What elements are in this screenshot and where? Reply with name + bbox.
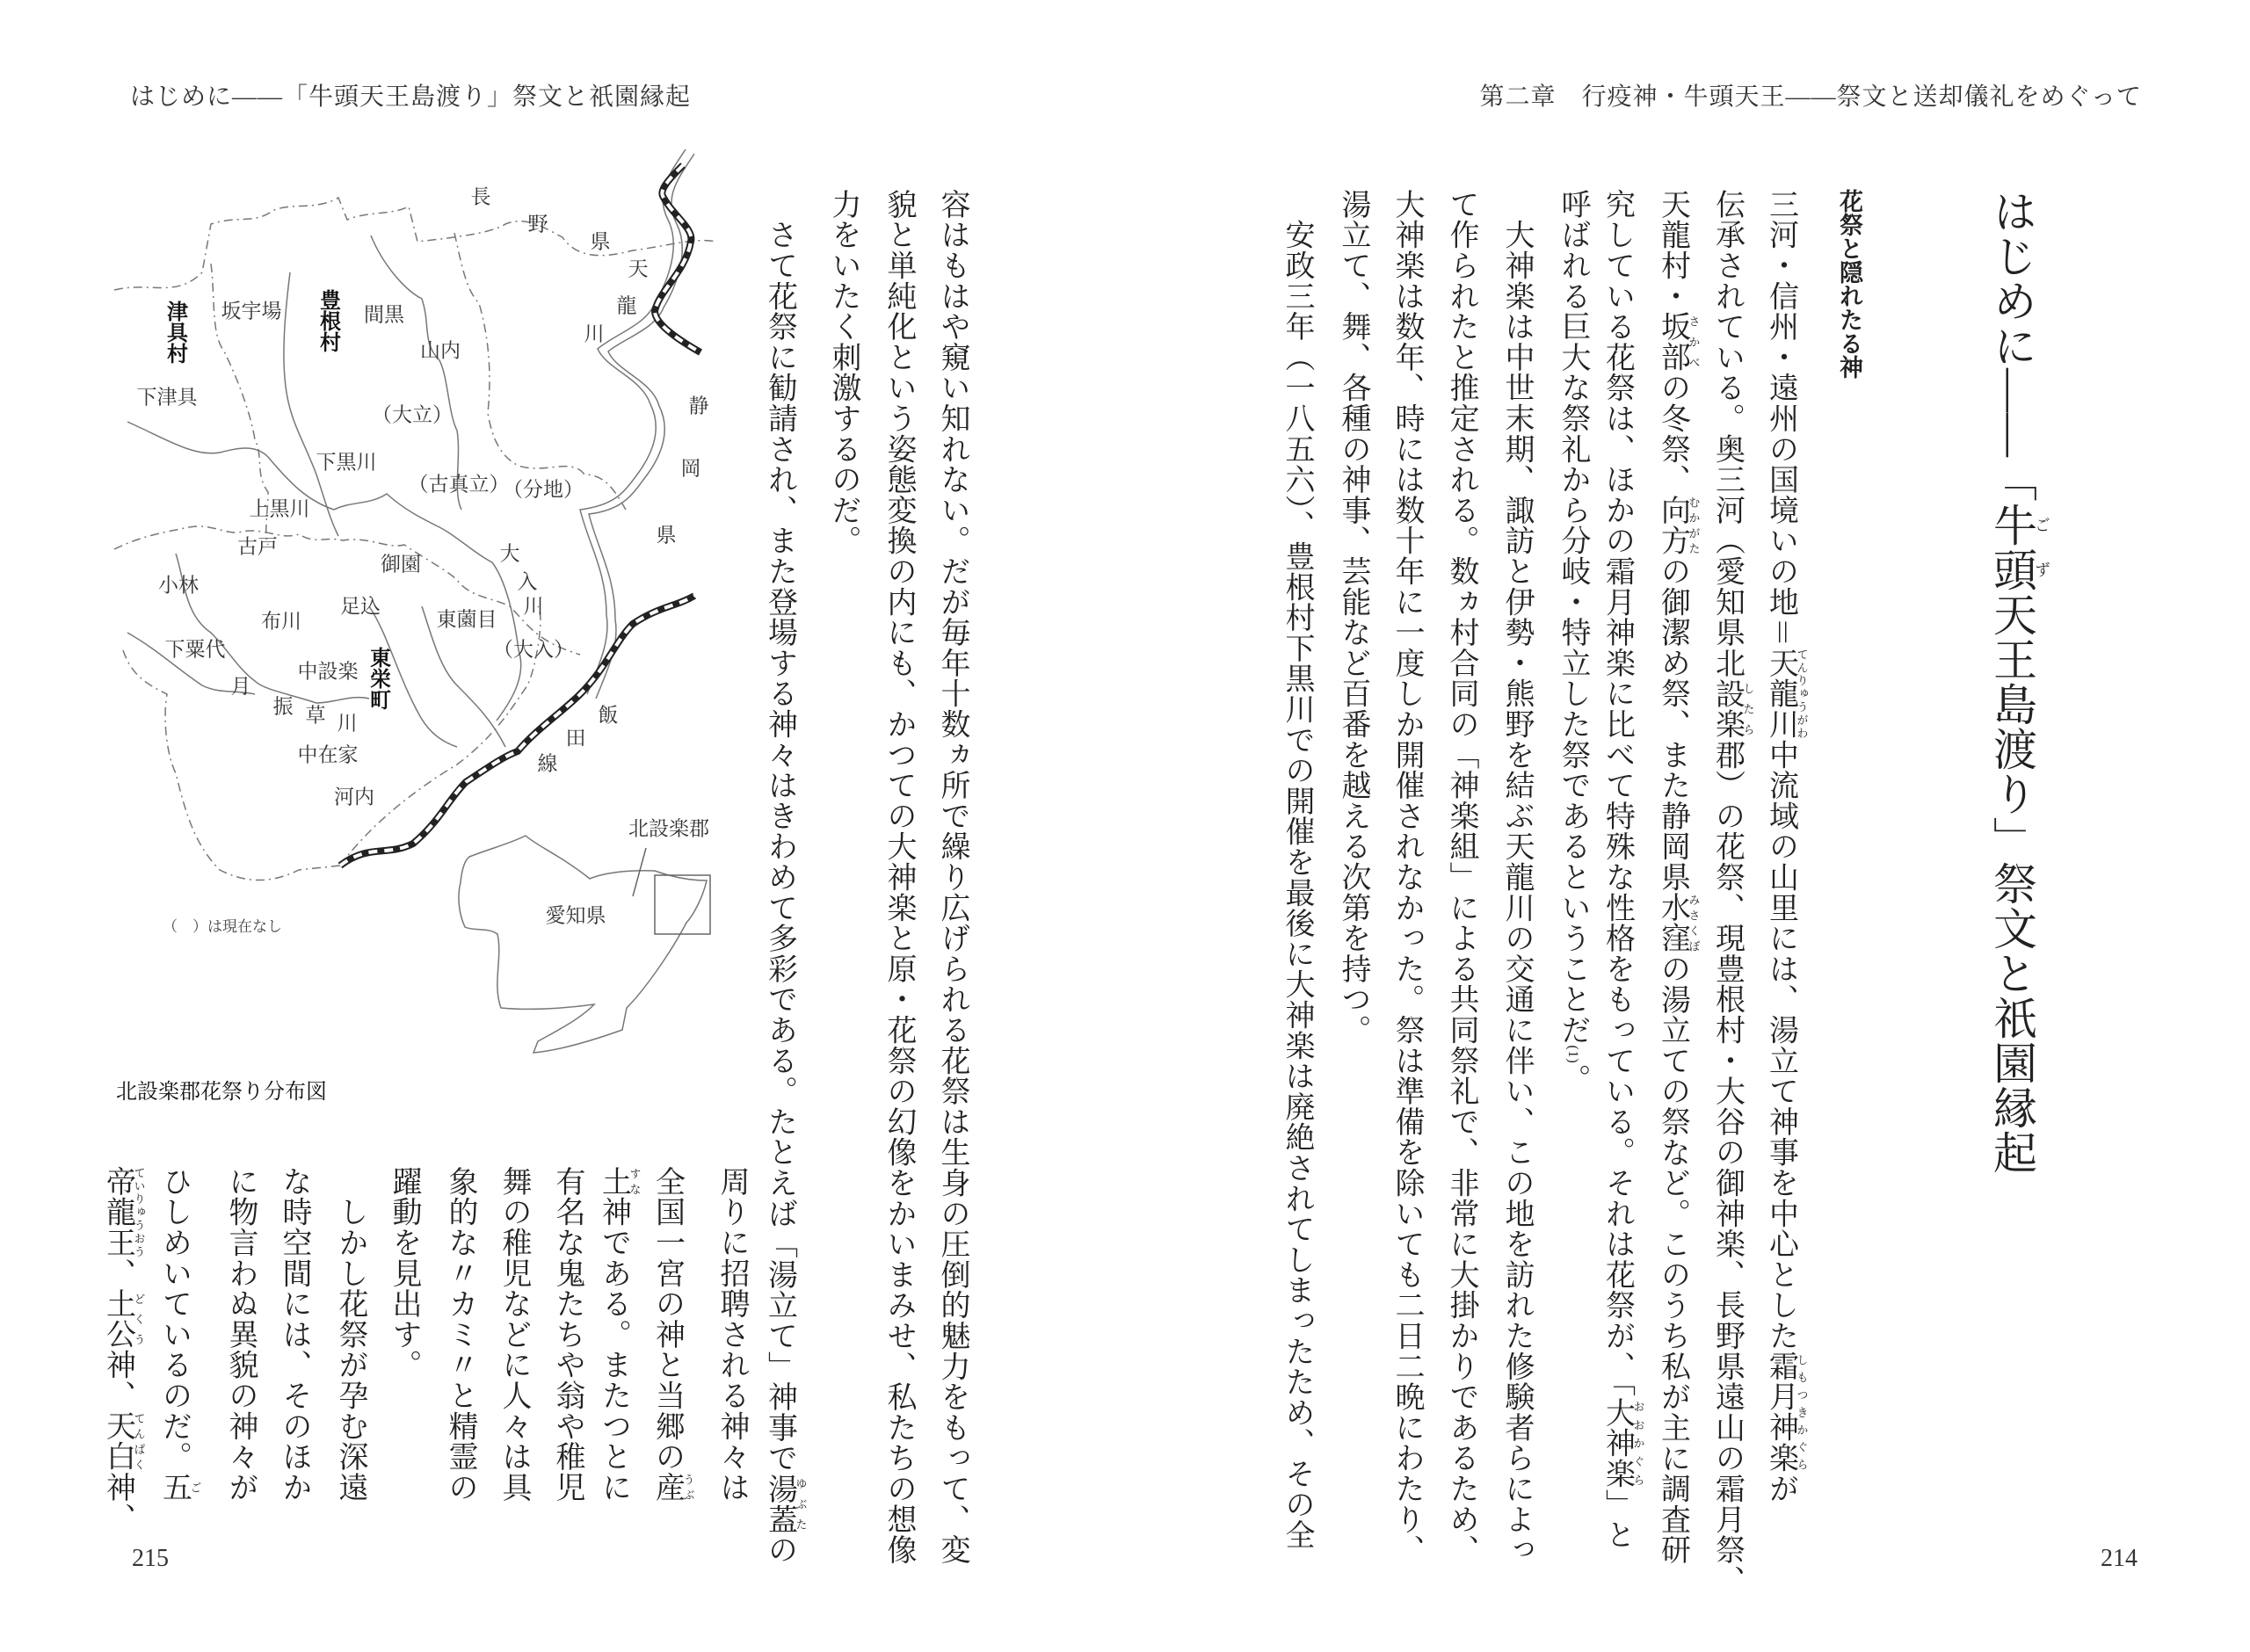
ruby-reading: ゆぶた <box>794 1473 808 1535</box>
ruby-annotated-word <box>650 1472 695 1503</box>
text-column <box>1710 189 1755 1596</box>
text-run: さて花祭に勧請され、また登場する神々はきわめて多彩である。たとえば「湯立て」神事で <box>763 189 796 1474</box>
text-run: 大神楽は数年、時には数十年に一度しか開催されなかった。祭は準備を除いても二日二晩にわたり、 <box>1390 189 1423 1565</box>
map-label: 上黒川 <box>249 497 310 520</box>
ruby-reading: さかべ <box>1687 311 1701 373</box>
ruby-base: 向方 <box>1656 495 1689 556</box>
map-label-tsugu-village: 津具村 <box>163 301 187 364</box>
text-column <box>549 1166 584 1503</box>
map-label: 古戸 <box>237 535 278 558</box>
text-column <box>1764 189 1809 1504</box>
ruby-base: 牛頭 <box>1987 503 2036 592</box>
map-label-tenryu: 龍 <box>616 294 637 317</box>
map-label-tenryu: 川 <box>584 322 605 345</box>
ruby-annotated-word <box>1710 677 1755 740</box>
text-column <box>222 1166 258 1503</box>
ruby-reading: てんぱく <box>132 1410 146 1473</box>
text-run: な時空間には、そのほか <box>278 1166 310 1503</box>
ruby-base: 五 <box>157 1472 191 1503</box>
text-run: 中流域の山里には、湯立て神事を中心とした <box>1764 739 1797 1351</box>
ruby-base: 天龍川 <box>1764 648 1797 740</box>
map-label-nagano: 県 <box>590 230 611 253</box>
map-label: 川 <box>337 712 358 735</box>
text-run: 容はもはや窺い知れない。だが毎年十数ヵ所で繰り広げられる花祭は生身の圧倒的魅力をもって、変 <box>936 189 969 1565</box>
text-run: 郡）の花祭、現豊根村・大谷の御神楽、長野県遠山の霜月祭、 <box>1710 739 1744 1596</box>
prefecture-boundary <box>114 198 716 290</box>
text-run: 神、 <box>101 1472 134 1533</box>
text-column <box>1335 189 1370 1045</box>
ruby-reading: うぶ <box>681 1472 695 1503</box>
ruby-reading: てんりゅうがわ <box>1795 648 1809 740</box>
map-label-iida-line: 田 <box>565 727 586 750</box>
map-label-kitashitara: 北設楽郡 <box>628 817 709 840</box>
text-column <box>1499 189 1534 1565</box>
ruby-base: 霜月神楽 <box>1764 1351 1797 1474</box>
ruby-base: 産 <box>650 1472 684 1503</box>
ruby-annotated-word <box>597 1166 642 1197</box>
text-column <box>442 1166 477 1503</box>
text-column <box>157 1166 202 1503</box>
map-label-iida-line: 飯 <box>598 704 619 727</box>
ruby-annotated-word <box>1656 892 1701 954</box>
text-run: の湯立ての祭など。このうち私が主に調査研 <box>1656 953 1689 1566</box>
leader-line <box>633 848 646 896</box>
text-column <box>1600 189 1645 1551</box>
map-label: 足込 <box>340 595 381 618</box>
map-label: 草 <box>305 704 326 727</box>
ruby-base: 水窪 <box>1656 892 1689 954</box>
page-number-left: 215 <box>132 1545 169 1572</box>
map-label: 小林 <box>158 574 199 597</box>
map-label: 間黒 <box>364 303 404 326</box>
text-column <box>825 189 860 556</box>
ruby-annotated-word <box>1600 1397 1645 1489</box>
text-run: 舞の稚児などに人々は具 <box>497 1166 530 1503</box>
text-run: 有名な鬼たちや翁や稚児 <box>551 1166 584 1503</box>
text-run: 力をいたく刺激するのだ。 <box>827 189 860 556</box>
map-label: 中設楽 <box>297 660 359 683</box>
ruby-base: 土 <box>597 1166 630 1197</box>
text-run: 神、 <box>101 1349 134 1411</box>
distribution-map <box>0 0 791 1142</box>
text-column <box>881 189 916 1565</box>
map-label: （古真立） <box>408 473 510 496</box>
map-label: 月 <box>230 675 251 698</box>
ruby-base: 設楽 <box>1710 677 1744 740</box>
text-run: 天王島渡り」祭文と祇園縁起 <box>1987 592 2036 1175</box>
map-label-nagano: 長 <box>470 185 491 208</box>
text-run: 湯立て、舞、各種の神事、芸能など百番を越える次第を持つ。 <box>1337 189 1369 1046</box>
ruby-annotated-word <box>1764 1351 1809 1474</box>
text-run: 躍動を見出す。 <box>388 1166 420 1380</box>
text-run: 三河・信州・遠州の国境いの地＝ <box>1764 189 1797 648</box>
text-run: 呼ばれる巨大な祭礼から分岐・特立した祭であるということだ <box>1557 189 1589 1046</box>
map-label: 山内 <box>420 339 461 362</box>
text-column <box>101 1166 146 1533</box>
ruby-base: 帝龍王 <box>101 1166 134 1258</box>
map-label: 御園 <box>381 553 421 576</box>
inset-highlight-box <box>655 875 710 934</box>
map-label: 振 <box>272 695 294 718</box>
map-label: 東薗目 <box>436 608 497 631</box>
map-caption: 北設楽郡花祭り分布図 <box>116 1080 327 1104</box>
text-column <box>1443 189 1478 1565</box>
running-header-right: 第二章 行疫神・牛頭天王——祭文と送却儀礼をめぐって <box>1479 83 2142 111</box>
text-column <box>496 1166 531 1503</box>
running-header-left: はじめに——「牛頭天王島渡り」祭文と祇園縁起 <box>130 83 692 111</box>
page-number-right: 214 <box>2101 1545 2138 1572</box>
aichi-prefecture-outline <box>459 836 707 1053</box>
text-run: 。 <box>1557 1063 1589 1095</box>
ruby-base: 大神楽 <box>1600 1397 1634 1489</box>
map-label-shizuoka: 県 <box>656 524 677 547</box>
text-run: の冬祭、 <box>1656 372 1689 496</box>
ruby-annotated-word <box>101 1410 146 1473</box>
map-label-iida-line: 線 <box>537 752 558 775</box>
map-label: 坂宇場 <box>221 300 282 322</box>
map-label-tenryu: 天 <box>628 257 649 280</box>
map-legend: （ ）は現在なし <box>163 918 282 935</box>
map-label-oiri-river: 入 <box>517 570 538 593</box>
ruby-reading: おおかぐら <box>1631 1397 1645 1489</box>
ruby-base: 坂部 <box>1656 311 1689 373</box>
text-run: 、 <box>101 1257 134 1289</box>
text-run: 」と <box>1600 1489 1634 1551</box>
ruby-reading: しもつきかぐら <box>1795 1351 1809 1474</box>
ruby-reading: すな <box>628 1166 642 1197</box>
text-run: て作られたと推定される。数ヵ村合同の「神楽組」による共同祭礼で、非常に大掛かりであるため、 <box>1445 189 1477 1565</box>
text-column <box>386 1166 421 1380</box>
ruby-annotated-word <box>101 1166 146 1258</box>
map-label: （大立） <box>372 403 453 426</box>
ruby-base: 天白 <box>101 1410 134 1473</box>
text-run: の <box>763 1534 796 1566</box>
map-label: （大入） <box>493 638 574 661</box>
text-column <box>276 1166 311 1503</box>
text-run: 周りに招聘される神々は <box>715 1166 748 1503</box>
map-label-shizuoka: 岡 <box>680 457 701 480</box>
text-run: ひしめいているのだ。 <box>157 1166 191 1472</box>
text-run: 究している花祭は、ほかの霜月神楽に比べて特殊な性格をもっている。それは花祭が、「 <box>1600 189 1634 1397</box>
section-heading: 花祭と隠れたる神 <box>1836 189 1862 379</box>
text-column <box>1555 189 1590 1094</box>
ruby-reading: むかがた <box>1687 495 1701 556</box>
ruby-reading: どくう <box>132 1288 146 1350</box>
text-column <box>934 189 969 1565</box>
text-run: 大神楽は中世末期、諏訪と伊勢・熊野を結ぶ天龍川の交通に伴い、この地を訪れた修験者らによっ <box>1500 189 1533 1565</box>
text-run: 貌と単純化という姿態変換の内にも、かつての大神楽と原・花祭の幻像をかいまみせ、私たちの想像 <box>882 189 915 1565</box>
text-column <box>714 1166 749 1503</box>
ruby-annotated-word <box>1656 311 1701 373</box>
map-label: 下津具 <box>136 386 198 409</box>
text-run: の御潔め祭、また静岡県 <box>1656 555 1689 893</box>
footnote-marker[interactable]: (1) <box>1565 1045 1580 1064</box>
map-label-aichi: 愛知県 <box>545 904 606 927</box>
ruby-reading: みさくぼ <box>1687 892 1701 954</box>
text-run: しかし花祭が孕む深遠 <box>334 1166 367 1503</box>
ruby-annotated-word <box>101 1288 146 1350</box>
ruby-reading: ご <box>188 1472 202 1503</box>
map-label-nagano: 野 <box>527 213 548 235</box>
ruby-reading: ていりゅうおう <box>132 1166 146 1258</box>
text-run: に物言わぬ異貌の神々が <box>224 1166 257 1503</box>
map-label-oiri-river: 川 <box>523 595 544 618</box>
text-column <box>332 1166 367 1503</box>
ruby-base: 湯蓋 <box>763 1473 796 1535</box>
text-column <box>1656 189 1701 1566</box>
map-label: （分地） <box>503 478 584 501</box>
ruby-annotated-word <box>1987 503 2050 592</box>
map-label-toyone-village: 豊根村 <box>316 289 340 352</box>
map-label: 布川 <box>261 610 301 633</box>
text-run: 象的な〃カミ〃と精霊の <box>444 1166 476 1503</box>
text-column <box>1389 189 1424 1565</box>
text-run: はじめに——「 <box>1987 189 2036 503</box>
ruby-base: 土公 <box>101 1288 134 1350</box>
ruby-annotated-word <box>763 1473 808 1535</box>
text-run: が <box>1764 1473 1797 1504</box>
text-run: 安政三年（一八五六）、豊根村下黒川での開催を最後に大神楽は廃絶されてしまったため、その全 <box>1281 189 1313 1550</box>
map-label-oiri-river: 大 <box>499 542 520 565</box>
chapter-title <box>1985 189 2050 1175</box>
map-label-toei-town: 東栄町 <box>366 647 390 710</box>
ruby-annotated-word <box>1764 648 1809 740</box>
map-label: 中在家 <box>297 743 359 766</box>
map-label: 下黒川 <box>316 451 377 474</box>
ruby-reading: したら <box>1741 677 1755 740</box>
text-column <box>597 1166 642 1503</box>
text-column <box>1279 189 1314 1550</box>
ruby-annotated-word <box>157 1472 202 1503</box>
ruby-annotated-word <box>1656 495 1701 556</box>
text-column <box>650 1166 695 1503</box>
map-label-shizuoka: 静 <box>688 395 709 417</box>
text-run: 全国一宮の神と当郷の <box>650 1166 684 1472</box>
text-run: 天龍村・ <box>1656 189 1689 312</box>
map-label: 河内 <box>334 786 374 808</box>
text-run: 伝承されている。奥三河（愛知県北 <box>1710 189 1744 678</box>
ruby-reading: ごず <box>2033 503 2050 592</box>
text-run: 神である。またつとに <box>597 1196 630 1503</box>
map-label: 下粟代 <box>164 638 226 661</box>
